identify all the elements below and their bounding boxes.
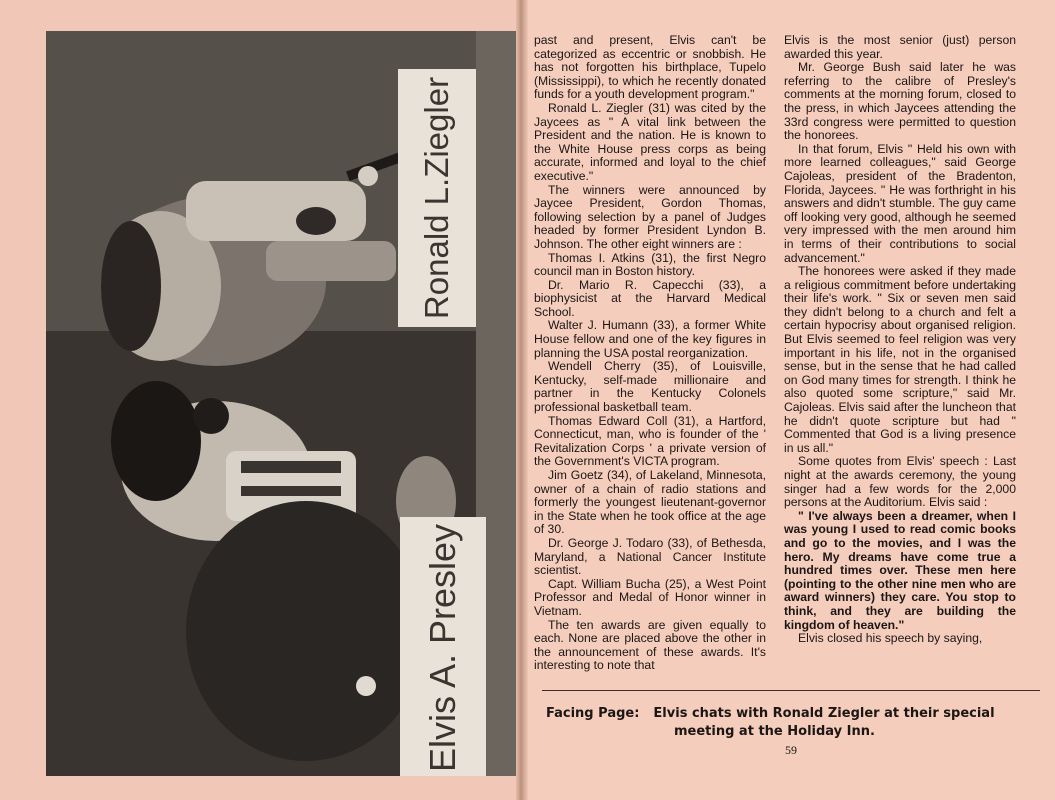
text-column-left	[534, 34, 766, 686]
article-paragraph: past and present, Elvis can't be categorized as eccentric or snobbish. He has not forgotten his birthplace, Tupelo (Mississippi), to which he recently donated funds for a youth development program."	[534, 33, 766, 102]
article-paragraph: Jim Goetz (34), of Lakeland, Minnesota, owner of a chain of radio stations and formerly the youngest lieutenant-governor in the State when he took office at the age of 30.	[534, 468, 766, 537]
placard-text-presley: Elvis A. Presley	[422, 523, 463, 773]
name-placard-ziegler	[398, 69, 476, 327]
article-paragraph: Thomas Edward Coll (31), a Hartford, Connecticut, man, who is founder of the ' Revitalization Corps ' a private version of the Government's VICTA program.	[534, 413, 766, 469]
article-paragraph: The honorees were asked if they made a religious commitment before undertaking their life's work. " Six or seven men said they didn't belong to a church and felt a certain hypocrisy about organised religion. But Elvis seemed to feel religion was very important in his life, not in the organised sense, but in the sense that he had called on God many times for strength. I think he also quoted some scripture," said Mr. Cajoleas. Elvis said after the luncheon that he didn't quote scripture but had " Commented that God is a living presence in us all."	[784, 264, 1016, 455]
text-column-right	[784, 34, 1016, 686]
article-paragraph: " I've always been a dreamer, when I was young I used to read comic books and go to the movies, and I was the hero. My dreams have come true a hundred times over. These men here (pointing to the other nine men who are award winners) they care. You stop to think, and they are building the kingdom of heaven."	[784, 508, 1016, 632]
facing-page-caption	[546, 705, 1036, 741]
article-paragraph: The winners were announced by Jaycee President, Gordon Thomas, following selection by a panel of Judges headed by former President Lyndon B. Johnson. The other eight winners are :	[534, 182, 766, 251]
article-paragraph: Elvis closed his speech by saying,	[798, 631, 983, 646]
article-paragraph: Ronald L. Ziegler (31) was cited by the Jaycees as " A vital link between the President and the nation. He is known to the White House press corps as being accurate, informed and loyal to the chief executive."	[534, 100, 766, 183]
article-paragraph: The ten awards are given equally to each. None are placed above the other in the announcement of these awards. It's interesting to note that	[534, 617, 766, 673]
caption-divider	[542, 690, 1040, 691]
right-page	[528, 0, 1055, 800]
article-paragraph: In that forum, Elvis " Held his own with more learned colleagues," said George Cajoleas, president of the Bradenton, Florida, Jaycees. " He was forthright in his answers and didn't stumble. The guy came off looking very good, although he seemed very impressed with the men around him in terms of their contributions to social advancement."	[784, 141, 1016, 265]
article-paragraph: Wendell Cherry (35), of Louisville, Kentucky, self-made millionaire and partner in the Kentucky Colonels professional basketball team.	[534, 359, 766, 415]
article-paragraph: Capt. William Bucha (25), a West Point Professor and Medal of Honor winner in Vietnam.	[534, 576, 766, 618]
article-paragraph: Elvis is the most senior (just) person awarded this year.	[784, 33, 1016, 61]
page-number: 59	[785, 743, 797, 757]
article-paragraph: Thomas I. Atkins (31), the first Negro council man in Boston history.	[534, 250, 766, 279]
article-paragraph: Walter J. Humann (33), a former White House fellow and one of the key figures in planning the USA postal reorganization.	[534, 318, 766, 360]
article-paragraph: Dr. George J. Todaro (33), of Bethesda, Maryland, a National Cancer Institute scientist.	[534, 535, 766, 578]
article-text	[534, 34, 1042, 686]
photo-elvis-ziegler	[46, 31, 516, 776]
placard-text-ziegler: Ronald L.Ziegler	[418, 76, 455, 320]
article-paragraph: Dr. Mario R. Capecchi (33), a biophysicist at the Harvard Medical School.	[534, 277, 766, 319]
caption-line-1: Elvis chats with Ronald Ziegler at their special	[653, 706, 995, 721]
left-page	[0, 0, 522, 800]
article-paragraph: Mr. George Bush said later he was referring to the calibre of Presley's comments at the morning forum, closed to the press, in which Jaycees attending the 33rd congress were permitted to question the honorees.	[784, 60, 1016, 143]
caption-label: Facing Page:	[546, 706, 640, 721]
article-paragraph: Some quotes from Elvis' speech : Last night at the awards ceremony, the young singer had a few words for the 2,000 persons at the Auditorium. Elvis said :	[784, 454, 1016, 510]
caption-line-2: meeting at the Holiday Inn.	[674, 724, 875, 739]
book-gutter	[516, 0, 528, 800]
name-placard-presley	[400, 517, 486, 776]
